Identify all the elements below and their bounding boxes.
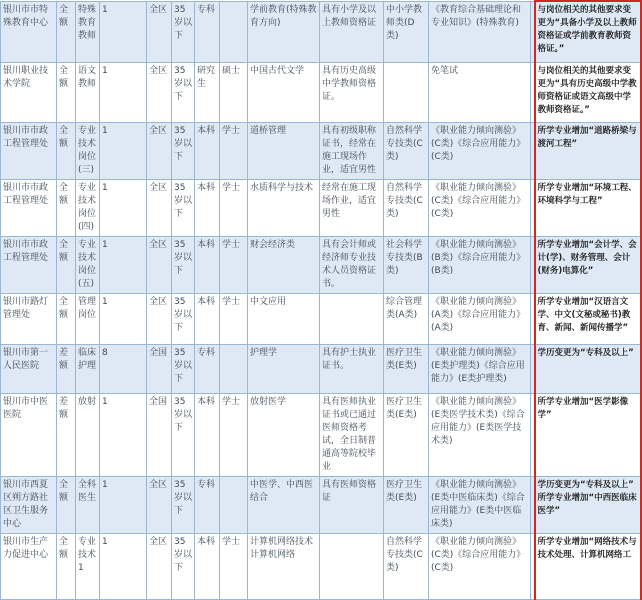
cell-count: 1: [100, 122, 147, 179]
cell-change-note: 所学专业增加“会计学、会计(学)、财务管理、会计(财务)电算化”: [535, 236, 641, 293]
cell-age: 35岁以下: [172, 533, 195, 599]
cell-exam-category: 中小学教师类(D类): [384, 1, 429, 62]
cell-other-requirements: 具有会计师或经济师专业技术人员资格证书。: [320, 236, 384, 293]
table-row: [1, 1, 641, 62]
cell-degree: 硕士: [220, 62, 248, 122]
table-row: [1, 533, 641, 599]
cell-change-note: 学历变更为“专科及以上”: [535, 344, 641, 393]
cell-unit: 银川市路灯管理处: [1, 293, 57, 344]
cell-change-note: 所学专业增加“环境工程、环境科学与工程”: [535, 179, 641, 236]
cell-major: 学前教育(特殊教育方向): [248, 1, 320, 62]
cell-count: 1: [100, 293, 147, 344]
cell-major: 中文应用: [248, 293, 320, 344]
cell-age: 35岁以下: [172, 179, 195, 236]
cell-exam-category: 医疗卫生类(E类): [384, 393, 429, 476]
table-row: [1, 236, 641, 293]
cell-scope: 全国: [147, 393, 172, 476]
cell-unit: 银川市市特殊教育中心: [1, 1, 57, 62]
cell-age: 35岁以下: [172, 1, 195, 62]
cell-other-requirements: 具有医师执业证书或已通过医师资格考试，全日制普通高等院校毕业: [320, 393, 384, 476]
cell-age: 35岁以下: [172, 393, 195, 476]
cell-funding: 全额: [57, 62, 76, 122]
cell-position: 专业技术岗位(五): [76, 236, 100, 293]
cell-education: 本科: [195, 179, 220, 236]
cell-position: 管理岗位: [76, 293, 100, 344]
cell-major: 中国古代文学: [248, 62, 320, 122]
cell-exam-subjects: 免笔试: [429, 62, 531, 122]
cell-degree: 学士: [220, 293, 248, 344]
cell-education: 本科: [195, 393, 220, 476]
cell-count: 8: [100, 344, 147, 393]
table-row: [1, 293, 641, 344]
cell-scope: 全区: [147, 476, 172, 533]
cell-funding: 差额: [57, 393, 76, 476]
cell-exam-subjects: 《职业能力倾向测验》(C类)《综合应用能力》(C类): [429, 122, 531, 179]
cell-major: 计算机网络技术计算机网络: [248, 533, 320, 599]
cell-funding: 全额: [57, 476, 76, 533]
cell-other-requirements: 具有医师资格证: [320, 476, 384, 533]
cell-unit: 银川市西夏区朔方路社区卫生服务中心: [1, 476, 57, 533]
cell-education: 本科: [195, 122, 220, 179]
cell-scope: 全区: [147, 533, 172, 599]
cell-unit: 银川市市政工程管理处: [1, 179, 57, 236]
cell-unit: 银川市中医医院: [1, 393, 57, 476]
cell-major: 护理学: [248, 344, 320, 393]
cell-major: 放射医学: [248, 393, 320, 476]
cell-exam-subjects: 《职业能力倾向测验》(E类护理类)《综合应用能力》(E类护理类): [429, 344, 531, 393]
cell-funding: 全额: [57, 236, 76, 293]
cell-education: 本科: [195, 293, 220, 344]
cell-age: 35岁以下: [172, 122, 195, 179]
cell-count: 1: [100, 62, 147, 122]
cell-unit: 银川市生产力促进中心: [1, 533, 57, 599]
cell-scope: 全区: [147, 293, 172, 344]
cell-position: 放射: [76, 393, 100, 476]
cell-change-note: 所学专业增加“道路桥梁与渡河工程”: [535, 122, 641, 179]
cell-change-note: 所学专业增加“汉语言文学、中文(文秘或秘书)教育、新闻、新闻传播学”: [535, 293, 641, 344]
cell-major: 水质科学与技术: [248, 179, 320, 236]
cell-unit: 银川市市政工程管理处: [1, 236, 57, 293]
cell-age: 35岁以下: [172, 344, 195, 393]
cell-exam-category: 社会科学专技类(B类): [384, 236, 429, 293]
cell-major: 道桥管理: [248, 122, 320, 179]
cell-exam-category: 自然科学专技类(C类): [384, 179, 429, 236]
cell-major: 中医学、中西医结合: [248, 476, 320, 533]
cell-scope: 全国: [147, 344, 172, 393]
cell-unit: 银川市市政工程管理处: [1, 122, 57, 179]
cell-scope: 全区: [147, 179, 172, 236]
cell-scope: 全区: [147, 122, 172, 179]
cell-position: 专业技术岗位(三): [76, 122, 100, 179]
cell-other-requirements: 具有初级职称证书，经常在施工现场作业，适宜男性: [320, 122, 384, 179]
cell-exam-category: 自然科学专技类(C类): [384, 122, 429, 179]
cell-age: 35岁以下: [172, 293, 195, 344]
table-row: [1, 179, 641, 236]
cell-education: 专科: [195, 476, 220, 533]
cell-scope: 全区: [147, 62, 172, 122]
cell-exam-subjects: 《职业能力倾向测验》(A类)《综合应用能力》(A类): [429, 293, 531, 344]
cell-education: 本科: [195, 533, 220, 599]
cell-exam-subjects: 《职业能力倾向测验》(B类)《综合应用能力》(B类): [429, 236, 531, 293]
cell-age: 35岁以下: [172, 236, 195, 293]
cell-count: 1: [100, 476, 147, 533]
table-row: [1, 393, 641, 476]
cell-exam-category: 综合管理类(A类): [384, 293, 429, 344]
cell-change-note: 所学专业增加“网络技术与技术处理、计算机网络工: [535, 533, 641, 599]
cell-change-note: 学历变更为“专科及以上” 所学专业增加“中西医临床医学”: [535, 476, 641, 533]
cell-degree: [220, 1, 248, 62]
cell-education: 专科: [195, 1, 220, 62]
cell-exam-subjects: 《职业能力倾向测验》(C类)《综合应用能力》(C类): [429, 533, 531, 599]
cell-exam-subjects: 《教育综合基础理论和专业知识》(特殊教育): [429, 1, 531, 62]
cell-exam-subjects: 《职业能力倾向测验》(C类)《综合应用能力》(C类): [429, 179, 531, 236]
cell-degree: 学士: [220, 393, 248, 476]
cell-change-note: 与岗位相关的其他要求变更为“具备小学及以上教师资格证或学前教育教师资格证。”: [535, 1, 641, 62]
cell-position: 语文教师: [76, 62, 100, 122]
cell-unit: 银川职业技术学院: [1, 62, 57, 122]
cell-funding: 全额: [57, 179, 76, 236]
cell-degree: 学士: [220, 533, 248, 599]
cell-exam-subjects: 《职业能力倾向测验》(E类医学技术类)《综合应用能力》(E类医学技术类): [429, 393, 531, 476]
cell-exam-category: 医疗卫生类(E类): [384, 344, 429, 393]
cell-age: 35岁以下: [172, 476, 195, 533]
cell-exam-category: 医疗卫生类(E类): [384, 476, 429, 533]
cell-funding: 差额: [57, 344, 76, 393]
cell-funding: 全额: [57, 293, 76, 344]
cell-position: 专业技术1: [76, 533, 100, 599]
cell-count: 1: [100, 533, 147, 599]
cell-education: 本科: [195, 236, 220, 293]
cell-funding: 全额: [57, 1, 76, 62]
cell-position: 临床护理: [76, 344, 100, 393]
cell-funding: 全额: [57, 533, 76, 599]
table-row: [1, 344, 641, 393]
cell-degree: 学士: [220, 179, 248, 236]
cell-scope: 全区: [147, 236, 172, 293]
cell-degree: [220, 344, 248, 393]
cell-count: 1: [100, 236, 147, 293]
table-row: [1, 62, 641, 122]
cell-other-requirements: [320, 533, 384, 599]
cell-count: 1: [100, 1, 147, 62]
cell-exam-subjects: 《职业能力倾向测验》(E类中医临床类)《综合应用能力》(E类中医临床类): [429, 476, 531, 533]
cell-count: 1: [100, 179, 147, 236]
cell-exam-category: 自然科学专技类(C类): [384, 533, 429, 599]
cell-change-note: 所学专业增加“医学影像学”: [535, 393, 641, 476]
table-row: [1, 476, 641, 533]
cell-age: 35岁以下: [172, 62, 195, 122]
cell-count: 1: [100, 393, 147, 476]
cell-other-requirements: 具有护士执业证书。: [320, 344, 384, 393]
cell-change-note: 与岗位相关的其他要求变更为“具有历史高级中学教师资格证或语文高级中学教师资格证。”: [535, 62, 641, 122]
table-row: [1, 122, 641, 179]
cell-education: 专科: [195, 344, 220, 393]
cell-other-requirements: 经常在施工现场作业，适宜男性: [320, 179, 384, 236]
cell-degree: 学士: [220, 236, 248, 293]
cell-other-requirements: [320, 293, 384, 344]
cell-scope: 全区: [147, 1, 172, 62]
cell-funding: 全额: [57, 122, 76, 179]
cell-position: 特殊教育教师: [76, 1, 100, 62]
cell-other-requirements: 具有历史高级中学教师资格证。: [320, 62, 384, 122]
cell-unit: 银川市第一人民医院: [1, 344, 57, 393]
cell-degree: [220, 476, 248, 533]
cell-other-requirements: 具有小学及以上教师资格证: [320, 1, 384, 62]
cell-position: 专业技术岗位(四): [76, 179, 100, 236]
cell-position: 全科医生: [76, 476, 100, 533]
cell-major: 财会经济类: [248, 236, 320, 293]
cell-degree: 学士: [220, 122, 248, 179]
cell-education: 研究生: [195, 62, 220, 122]
cell-exam-category: [384, 62, 429, 122]
